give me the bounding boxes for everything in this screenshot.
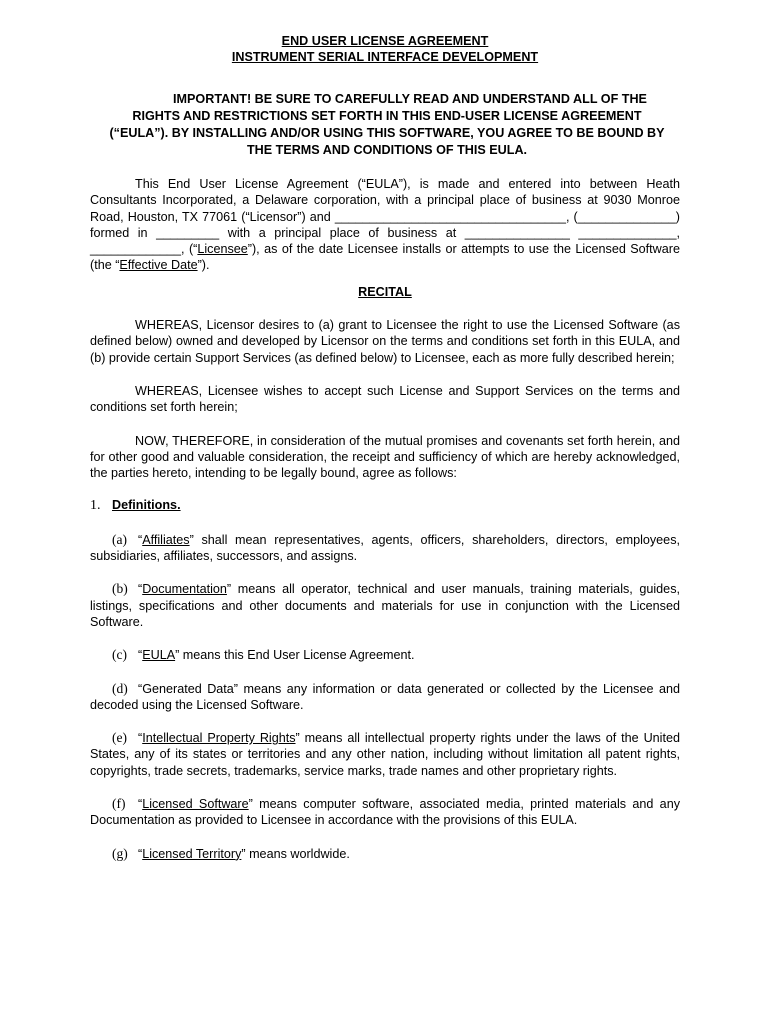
definition-term: Affiliates [142,532,190,547]
definition-term: EULA [142,648,176,663]
document-body [90,34,680,862]
definition-letter: (e) [112,730,127,746]
definition-e [90,730,680,779]
definition-open-quote: “ [138,797,143,812]
recital-paragraph-2: WHEREAS, Licensee wishes to accept such License and Support Services on the terms and conditions set forth herein; [90,383,680,415]
definition-term: Documentation [142,582,227,597]
definition-text: ” means computer software, associated media, printed materials and any Documentation as provided to Licensee in accordance with the provisions of this EULA. [90,797,680,828]
definition-g [90,846,680,862]
document-title: END USER LICENSE AGREEMENT [281,34,489,48]
definition-letter: (d) [112,680,128,696]
definition-a [90,532,680,565]
effective-date-term: Effective Date [119,258,198,273]
definition-d [90,681,680,714]
definition-letter: (c) [112,647,127,663]
definition-term: Intellectual Property Rights [142,731,296,746]
definition-text: ” means all operator, technical and user manuals, training materials, guides, listings, specifications and other documents and materials for use in conjunction with the Licensed Software. [90,582,680,629]
licensee-term: Licensee [197,242,248,257]
section-title: Definitions. [112,498,181,513]
definition-open-quote: “ [138,648,143,663]
definition-text: ” means worldwide. [241,846,350,861]
section-heading [90,497,680,514]
definition-open-quote: “ [138,731,143,746]
definition-c [90,647,680,663]
definition-term: Licensed Territory [142,846,242,861]
intro-text-2: ”), as of the date Licensee installs or attempts to use the Licensed Software (the “ [90,242,680,273]
intro-text-3: ”). [197,258,210,273]
recital-paragraph-1: WHEREAS, Licensor desires to (a) grant to Licensee the right to use the Licensed Software (as defined below) owned and developed by Licensor on the terms and conditions set forth in this EULA, and (b) provide certain Support Services (as defined below) to Licensee, each as more fully described herein; [90,318,680,365]
definition-open-quote: “ [138,532,143,547]
recital-paragraph-3: NOW, THEREFORE, in consideration of the mutual promises and covenants set forth herein, and for other good and valuable consideration, the receipt and sufficiency of which are hereby acknowledged, the parties hereto, intending to be legally bound, agree as follows: [90,433,680,481]
definition-open-quote: “ [138,582,143,597]
definition-letter: (b) [112,581,128,597]
intro-text-1: This End User License Agreement (“EULA”), is made and entered into between Heath Consultants Incorporated, a Delaware corporation, with a principal place of business at 9030 Monroe Road, Houston, TX 77061 (“Licensor”) and _________________________________, (______________) formed in _________ with a principal place of business at _______________ ______________, _____________, (“ [90,177,680,257]
definition-f [90,796,680,829]
definition-text: ” means this End User License Agreement. [175,648,415,663]
intro-paragraph [90,176,680,274]
definition-letter: (f) [112,796,126,812]
recital-heading: RECITAL [358,284,412,299]
definition-text: ” means all intellectual property rights under the laws of the United States, any of its states or territories and any other nation, including without limitation all patent rights, copyrights, trade secrets, trademarks, service marks, trade names and other proprietary rights. [90,731,680,778]
definition-term: Licensed Software [142,797,249,812]
section-number: 1. [90,498,101,514]
definition-b [90,581,680,630]
document-subtitle: INSTRUMENT SERIAL INTERFACE DEVELOPMENT [231,49,539,64]
important-notice: IMPORTANT! BE SURE TO CAREFULLY READ AND UNDERSTAND ALL OF THE RIGHTS AND RESTRICTIONS SET FORTH IN THIS END-USER LICENSE AGREEMENT (“EULA”). BY INSTALLING AND/OR USING THIS SOFTWARE, YOU AGREE TO BE BOUND BY THE TERMS AND CONDITIONS OF THIS EULA. [109,92,665,157]
definition-text: ” shall mean representatives, agents, officers, shareholders, directors, employees, subsidiaries, affiliates, successors, and assigns. [90,532,680,564]
definition-text: “Generated Data” means any information or data generated or collected by the Licensee and decoded using the Licensed Software. [90,681,680,712]
definition-open-quote: “ [138,846,143,861]
definition-letter: (g) [112,845,128,861]
definition-letter: (a) [112,531,127,547]
